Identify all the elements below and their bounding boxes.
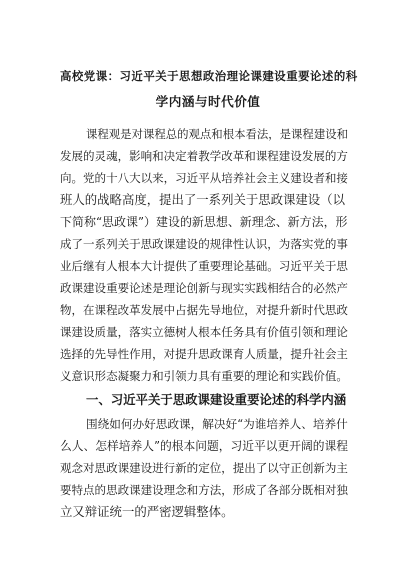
paragraph-1-line: 下简称“思政课”）建设的新思想、新理念、新方法，形 <box>60 215 348 229</box>
paragraph-1-line: 发展的灵魂，影响和决定着教学改革和课程建设发展的方 <box>60 149 348 163</box>
document-title-line-2: 学内涵与时代价值 <box>155 94 261 109</box>
paragraph-1-line: 政课建设重要论述是理论创新与现实实践相结合的必然产 <box>60 281 348 295</box>
paragraph-2-line: 立又辩证统一的严密逻辑整体。 <box>60 504 234 519</box>
paragraph-2-line: 要特点的思政课建设理念和方法，形成了各部分既相对独 <box>60 483 348 497</box>
paragraph-1-line: 向。党的十八大以来，习近平从培养社会主义建设者和接 <box>60 171 348 185</box>
paragraph-1-line: 业后继有人根本大计提供了重要理论基础。习近平关于思 <box>60 259 348 273</box>
paragraph-2-line: 观念对思政课建设进行新的定位，提出了以守正创新为主 <box>60 461 348 475</box>
document-title-line-1: 高校党课：习近平关于思想政治理论课建设重要论述的科 <box>60 69 358 83</box>
paragraph-1-line: 课建设质量，落实立德树人根本任务具有价值引领和理论 <box>60 325 348 339</box>
paragraph-1-line: 课程观是对课程总的观点和根本看法，是课程建设和 <box>86 127 348 141</box>
paragraph-1-line: 物，在课程改革发展中占据先导地位，对提升新时代思政 <box>60 303 348 317</box>
paragraph-1-line: 义意识形态凝聚力和引领力具有重要的理论和实践价值。 <box>60 369 348 383</box>
paragraph-1-line: 班人的战略高度，提出了一系列关于思政课建设（以 <box>60 192 345 207</box>
paragraph-1-line: 成了一系列关于思政课建设的规律性认识，为落实党的事 <box>60 237 348 251</box>
paragraph-2-line: 围绕如何办好思政课，解决好“为谁培养人、培养什 <box>86 417 348 431</box>
paragraph-1-line: 选择的先导性作用，对提升思政课育人质量，提升社会主 <box>60 347 348 361</box>
paragraph-2-line: 么人、怎样培养人”的根本问题，习近平以更开阔的课程 <box>60 439 349 453</box>
section-1-heading: 一、习近平关于思政课建设重要论述的科学内涵 <box>86 392 347 407</box>
